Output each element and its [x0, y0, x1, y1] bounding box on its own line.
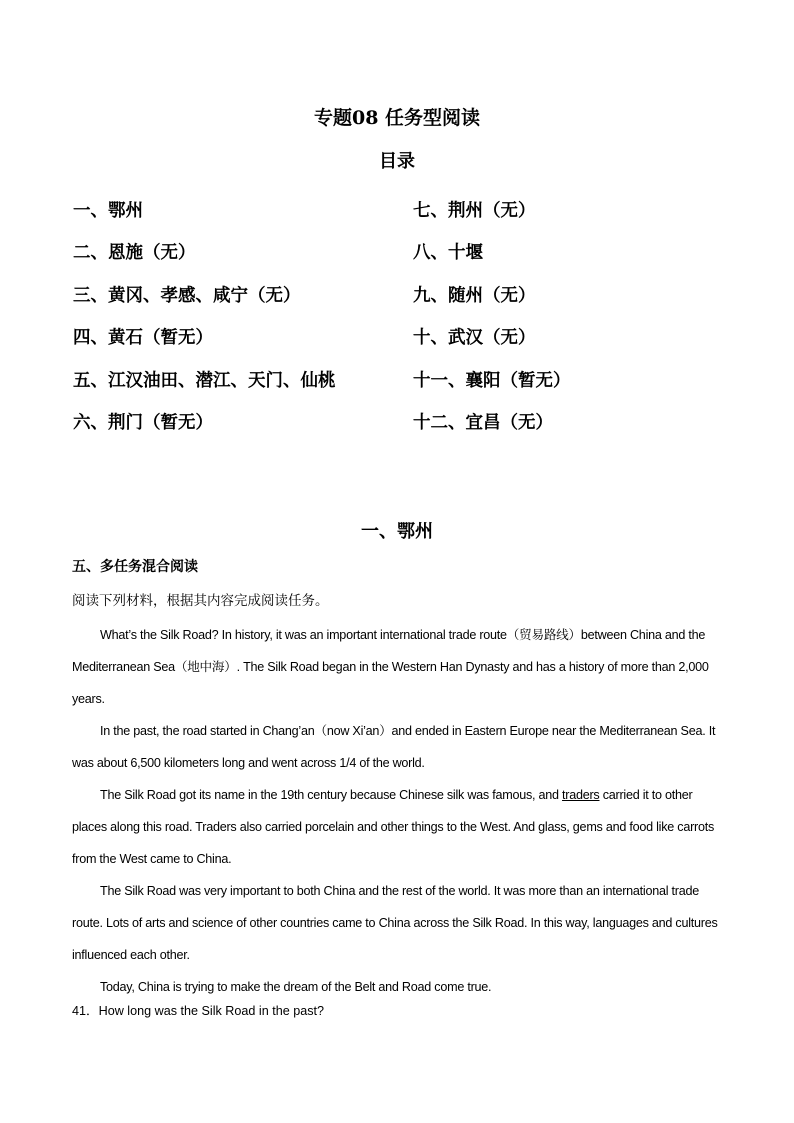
toc-entry-11: 十一、襄阳（暂无） — [413, 370, 571, 391]
toc-row — [73, 401, 733, 444]
toc-heading: 目录 — [379, 151, 415, 172]
toc-entry-6: 六、荆门（暂无） — [73, 413, 213, 434]
toc-row — [73, 273, 733, 316]
passage-paragraph-5: Today, China is trying to make the dream of the Belt and Road come true. — [100, 980, 492, 994]
passage-paragraph-3 — [72, 779, 722, 875]
toc-entry-3: 三、黄冈、孝感、咸宁（无） — [73, 285, 301, 306]
task-type-heading: 五、多任务混合阅读 — [72, 559, 198, 575]
reading-passage — [72, 619, 722, 1003]
page-title: 专题08 任务型阅读 — [313, 107, 481, 129]
toc-entry-12: 十二、宜昌（无） — [413, 413, 553, 434]
toc-row — [73, 231, 733, 274]
table-of-contents — [73, 188, 733, 443]
section-title: 一、鄂州 — [361, 521, 433, 542]
toc-entry-2: 二、恩施（无） — [73, 243, 196, 264]
toc-entry-1: 一、鄂州 — [73, 200, 143, 221]
toc-row — [73, 188, 733, 231]
question-41: 41．How long was the Silk Road in the past? — [72, 1004, 325, 1018]
toc-entry-8: 八、十堰 — [413, 243, 483, 264]
paragraph-3-text-before: The Silk Road got its name in the 19th century because Chinese silk was famous, and — [100, 788, 563, 802]
instruction-text: 阅读下列材料，根据其内容完成阅读任务。 — [72, 593, 329, 609]
toc-row — [73, 358, 733, 401]
passage-paragraph-1: What’s the Silk Road? In history, it was an important international trade route（贸易路线）between China and the Mediterranean Sea（地中海）. The Silk Road began in the Western Han Dynasty and has a history of more than 2,000 years. — [72, 628, 709, 706]
underlined-word-traders: traders — [562, 788, 600, 802]
paragraph-3-text-after: carried it to other places along this road. Traders also carried porcelain and other things to the West. And glass, gems and food like carrots from the West came to China. — [72, 788, 715, 866]
toc-entry-10: 十、武汉（无） — [413, 328, 536, 349]
passage-paragraph-2: In the past, the road started in Chang’an（now Xi’an）and ended in Eastern Europe near the Mediterranean Sea. It was about 6,500 kilometers long and went across 1/4 of the world. — [72, 724, 716, 770]
toc-entry-7: 七、荆州（无） — [413, 200, 536, 221]
toc-entry-9: 九、随州（无） — [413, 285, 536, 306]
toc-entry-5: 五、江汉油田、潜江、天门、仙桃 — [73, 370, 336, 391]
toc-entry-4: 四、黄石（暂无） — [73, 328, 213, 349]
toc-row — [73, 316, 733, 359]
passage-paragraph-4: The Silk Road was very important to both China and the rest of the world. It was more than an international trade route. Lots of arts and science of other countries came to China across the Silk Road. In this way, languages and cultures influenced each other. — [72, 884, 718, 962]
